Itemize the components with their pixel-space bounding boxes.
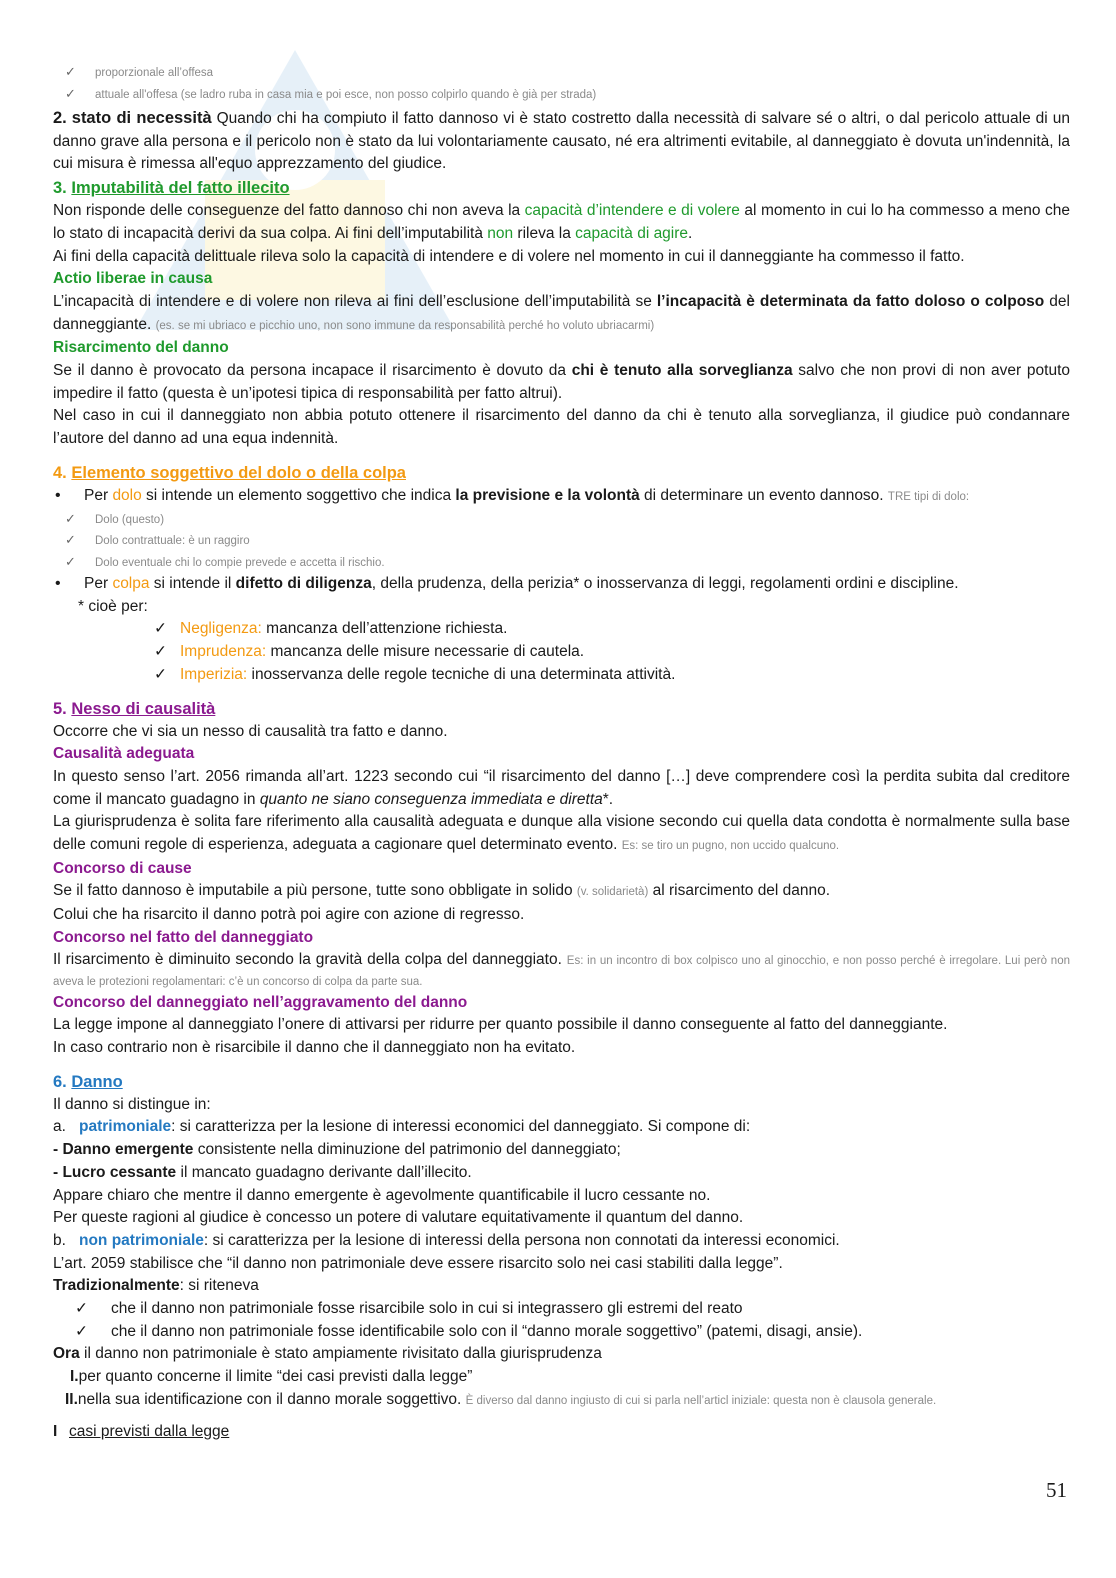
document-page bbox=[53, 62, 1070, 1443]
section-heading: 3. Imputabilità del fatto illecito bbox=[53, 179, 290, 198]
paragraph: - Lucro cessante il mancato guadagno derivante dall’illecito. bbox=[53, 1163, 472, 1181]
section-heading: 6. Danno bbox=[53, 1072, 123, 1091]
paragraph: Ai fini della capacità delittuale rileva solo la capacità di intendere e di volere nel momento in cui il danneggiante ha commesso il fatto. bbox=[53, 247, 965, 265]
list-item: ✓ Dolo eventuale chi lo compie prevede e accetta il rischio. bbox=[53, 552, 1070, 574]
list-item: I.per quanto concerne il limite “dei casi previsti dalla legge” bbox=[70, 1368, 473, 1386]
subheading: Risarcimento del danno bbox=[53, 339, 229, 357]
list-item: ✓ proporzionale all’offesa bbox=[53, 62, 1070, 84]
checkmark-icon: ✓ bbox=[154, 665, 167, 683]
list-item: II.nella sua identificazione con il danno morale soggettivo. È diverso dal danno ingiusto di cui si parla nell’articl iniziale: questa non è clausola generale. bbox=[65, 1390, 937, 1408]
paragraph: In caso contrario non è risarcibile il danno che il danneggiato non ha evitato. bbox=[53, 1039, 576, 1056]
paragraph: Per queste ragioni al giudice è concesso un potere di valutare equitativamente il quantum del danno. bbox=[53, 1209, 744, 1227]
note: (v. solidarietà) bbox=[576, 886, 649, 899]
list-item: ✓ che il danno non patrimoniale fosse identificabile solo con il “danno morale soggettivo” (patemi, disagi, ansie). bbox=[53, 1321, 1070, 1344]
paragraph: L’incapacità di intendere e di volere non rileva ai fini dell’esclusione dell’imputabilità se l’incapacità è determinata da fatto doloso o colposo del danneggiante. (es. se mi ubriaco e picchio uno, non sono immune da responsabilità perché ho voluto ubriacarmi) bbox=[53, 292, 1070, 333]
checkmark-icon: ✓ bbox=[65, 510, 76, 526]
list-item: ✓ Dolo (questo) bbox=[53, 509, 1070, 531]
list-item: ✓ Dolo contrattuale: è un raggiro bbox=[53, 530, 1070, 552]
list-item: I casi previsti dalla legge bbox=[53, 1422, 230, 1440]
checkmark-icon: ✓ bbox=[65, 532, 76, 548]
list-item: • Per colpa si intende il difetto di diligenza, della prudenza, della perizia* o inosservanza di leggi, regolamenti ordini e discipline. bbox=[53, 573, 1070, 596]
subheading: Concorso nel fatto del danneggiato bbox=[53, 928, 314, 946]
list-item: ✓ Imprudenza: mancanza delle misure necessarie di cautela. bbox=[53, 641, 1070, 664]
list-item: a. patrimoniale: si caratterizza per la lesione di interessi economici del danneggiato. Si compone di: bbox=[53, 1118, 751, 1136]
subheading: Causalità adeguata bbox=[53, 745, 195, 763]
note: Es: in un incontro di box colpisco uno al ginocchio, e non posso perché è irregolare. Lui però non aveva le protezioni regolamentari: c’è un concorso di colpa da parte sua. bbox=[53, 954, 1070, 988]
list-item: • Per dolo si intende un elemento soggettivo che indica la previsione e la volontà di determinare un evento dannoso. TRE tipi di dolo: bbox=[53, 485, 1070, 509]
subheading: Actio liberae in causa bbox=[53, 270, 213, 288]
list-item: ✓ Negligenza: mancanza dell’attenzione richiesta. bbox=[53, 618, 1070, 641]
checkmark-icon: ✓ bbox=[65, 85, 76, 101]
note: (es. se mi ubriaco e picchio uno, non sono immune da responsabilità perché ho voluto ubriacarmi) bbox=[155, 319, 655, 332]
section-heading: 4. Elemento soggettivo del dolo o della colpa bbox=[53, 463, 406, 482]
list-item: b. non patrimoniale: si caratterizza per la lesione di interessi della persona non connotati da interessi economici. bbox=[53, 1231, 840, 1249]
paragraph: Colui che ha risarcito il danno potrà poi agire con azione di regresso. bbox=[53, 906, 525, 924]
page-number: 51 bbox=[1046, 1478, 1067, 1502]
note: È diverso dal danno ingiusto di cui si parla nell’articl iniziale: questa non è clausola generale. bbox=[465, 1394, 937, 1407]
subheading: Concorso di cause bbox=[53, 859, 192, 877]
list-item: ✓ Imperizia: inosservanza delle regole tecniche di una determinata attività. bbox=[53, 664, 1070, 687]
paragraph: L’art. 2059 stabilisce che “il danno non patrimoniale deve essere risarcito solo nei casi stabiliti dalla legge”. bbox=[53, 1254, 783, 1272]
paragraph: Non risponde delle conseguenze del fatto dannoso chi non aveva la capacità d’intendere e di volere al momento in cui lo ha commesso a meno che lo stato di incapacità derivi da sua colpa. Ai fini dell’imputabilità non rileva la capacità di agire. bbox=[53, 202, 1070, 242]
paragraph: Se il fatto dannoso è imputabile a più persone, tutte sono obbligate in solido (v. solidarietà) al risarcimento del danno. bbox=[53, 882, 831, 900]
section-heading: 5. Nesso di causalità bbox=[53, 699, 216, 718]
note: Es: se tiro un pugno, non uccido qualcuno. bbox=[621, 840, 840, 853]
checkmark-icon: ✓ bbox=[75, 1300, 88, 1318]
paragraph: La legge impone al danneggiato l’onere di attivarsi per ridurre per quanto possibile il danno conseguente al fatto del danneggiante. bbox=[53, 1016, 948, 1034]
checkmark-icon: ✓ bbox=[154, 643, 167, 661]
paragraph: La giurisprudenza è solita fare riferimento alla causalità adeguata e dunque alla visione secondo cui quella data condotta è normalmente sulla base delle comuni regole di esperienza, adeguata a cagionare quel determinato evento. Es: se tiro un pugno, non uccido qualcuno. bbox=[53, 813, 1070, 854]
paragraph: 2. stato di necessità Quando chi ha compiuto il fatto dannoso vi è stato costretto dalla necessità di salvare sé o altri, o dal pericolo attuale di un danno grave alla persona e il pericolo non è stato da lui volontariamente causato, né era altrimenti evitabile, al danneggiato è dovuta un'indennità, la cui misura è rimessa all'equo apprezzamento del giudice. bbox=[53, 109, 1070, 173]
paragraph: Occorre che vi sia un nesso di causalità tra fatto e danno. bbox=[53, 722, 448, 740]
list-item: ✓ che il danno non patrimoniale fosse risarcibile solo in cui si integrassero gli estremi del reato bbox=[53, 1298, 1070, 1321]
paragraph: Se il danno è provocato da persona incapace il risarcimento è dovuto da chi è tenuto alla sorveglianza salvo che non provi di non aver potuto impedire il fatto (questa è un’ipotesi tipica di responsabilità per fatto altrui). bbox=[53, 362, 1070, 402]
paragraph: Il risarcimento è diminuito secondo la gravità della colpa del danneggiato. Es: in un incontro di box colpisco uno al ginocchio, e non posso perché è irregolare. Lui però non aveva le protezioni regolamentari: c’è un concorso di colpa da parte sua. bbox=[53, 950, 1070, 988]
paragraph: In questo senso l’art. 2056 rimanda all’art. 1223 secondo cui “il risarcimento del danno […] deve comprendere così la perdita subita dal creditore come il mancato guadagno in quanto ne siano conseguenza immediata e diretta*. bbox=[53, 767, 1070, 808]
paragraph: Tradizionalmente: si riteneva bbox=[53, 1277, 259, 1295]
checkmark-icon: ✓ bbox=[65, 553, 76, 569]
note: TRE tipi di dolo: bbox=[887, 490, 970, 503]
subheading: Concorso del danneggiato nell’aggravamento del danno bbox=[53, 993, 468, 1011]
paragraph: - Danno emergente consistente nella diminuzione del patrimonio del danneggiato; bbox=[53, 1141, 621, 1159]
section-title: stato di necessità bbox=[71, 109, 212, 127]
paragraph: Ora il danno non patrimoniale è stato ampiamente rivisitato dalla giurisprudenza bbox=[53, 1345, 602, 1363]
paragraph: Appare chiaro che mentre il danno emergente è agevolmente quantificabile il lucro cessante no. bbox=[53, 1186, 711, 1204]
paragraph: Nel caso in cui il danneggiato non abbia potuto ottenere il risarcimento del danno da chi è tenuto alla sorveglianza, il giudice può condannare l’autore del danno ad una equa indennità. bbox=[53, 407, 1070, 448]
checkmark-icon: ✓ bbox=[65, 64, 76, 79]
checkmark-icon: ✓ bbox=[75, 1322, 88, 1340]
checkmark-icon: ✓ bbox=[154, 620, 167, 638]
list-item: ✓ attuale all'offesa (se ladro ruba in casa mia e poi esce, non posso colpirlo quando è già per strada) bbox=[53, 84, 1070, 106]
paragraph: Il danno si distingue in: bbox=[53, 1095, 211, 1113]
paragraph: * cioè per: bbox=[78, 597, 148, 615]
